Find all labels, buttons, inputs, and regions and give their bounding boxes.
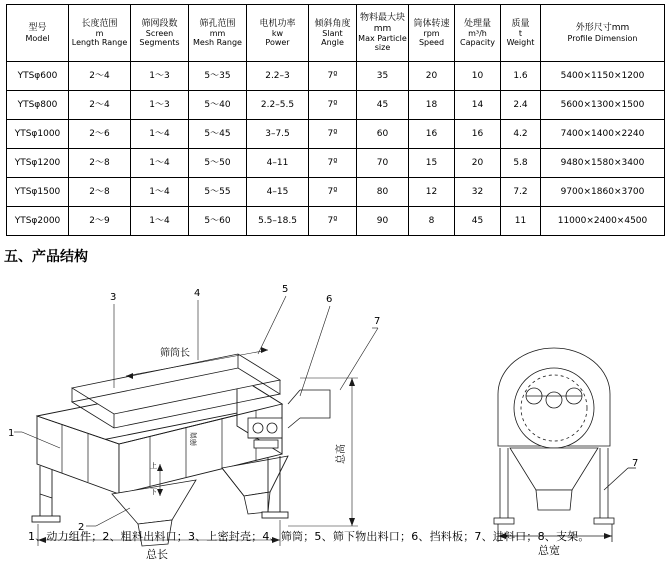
cell-power: 4–15 [247,178,309,207]
label-total-height: 总高 [336,444,347,464]
cell-speed: 16 [409,120,455,149]
cell-max-particle-size: 35 [357,62,409,91]
label-total-width: 总宽 [538,544,560,557]
cell-model: YTSφ800 [7,91,69,120]
cell-screen-segments: 1～4 [131,120,189,149]
cell-profile-dimension: 7400×1400×2240 [541,120,665,149]
cell-mesh-range: 5～35 [189,62,247,91]
cell-profile-dimension: 9480×1580×3400 [541,149,665,178]
cell-weight: 7.2 [501,178,541,207]
cell-max-particle-size: 45 [357,91,409,120]
cell-weight: 4.2 [501,120,541,149]
table-row [7,62,665,91]
callout-5: 5 [282,284,289,295]
diagram-svg [0,268,670,568]
col-header-weight: 质量 t Weight [501,5,541,62]
cell-max-particle-size: 80 [357,178,409,207]
cell-power: 5.5–18.5 [247,207,309,236]
cell-length-range: 2～8 [69,149,131,178]
cell-length-range: 2～9 [69,207,131,236]
cell-slant-angle: 7º [309,91,357,120]
front-elevation [494,348,639,542]
cell-max-particle-size: 70 [357,149,409,178]
cell-capacity: 10 [455,62,501,91]
cell-screen-segments: 1～4 [131,178,189,207]
callout-6: 6 [326,294,333,305]
cell-screen-segments: 1～4 [131,207,189,236]
col-header-profile-dimension: 外形尺寸mm Profile Dimension [541,5,665,62]
cell-screen-segments: 1～4 [131,149,189,178]
figure-caption: 1、动力组件；2、粗料出料口；3、上密封壳；4、筛筒；5、筛下物出料口；6、挡料板；7、进料口；8、支架。 [28,530,590,543]
label-small-lower: 下 [150,488,157,496]
cell-model: YTSφ1500 [7,178,69,207]
cell-model: YTSφ1200 [7,149,69,178]
cell-length-range: 2～8 [69,178,131,207]
col-header-power: 电机功率 kw Power [247,5,309,62]
label-total-length: 总长 [146,548,168,561]
callout-4: 4 [194,288,201,299]
cell-mesh-range: 5～55 [189,178,247,207]
callout-1: 1 [8,428,15,439]
cell-profile-dimension: 5600×1300×1500 [541,91,665,120]
cell-mesh-range: 5～60 [189,207,247,236]
callout-7-right: 7 [632,458,639,469]
cell-slant-angle: 7º [309,178,357,207]
cell-mesh-range: 5～45 [189,120,247,149]
callout-2: 2 [78,522,85,533]
table-row [7,120,665,149]
label-screen-length: 筛筒长 [160,348,190,359]
cell-profile-dimension: 11000×2400×4500 [541,207,665,236]
table-row [7,149,665,178]
col-header-max-particle-size: 物料最大块mm Max Particle size [357,5,409,62]
col-header-length-range: 长度范围 m Length Range [69,5,131,62]
col-header-model: 型号 Model [7,5,69,62]
col-header-screen-segments: 筛网段数 Screen Segments [131,5,189,62]
cell-capacity: 32 [455,178,501,207]
cell-power: 2.2–5.5 [247,91,309,120]
callout-7: 7 [374,316,381,327]
col-header-speed: 筒体转速 rpm Speed [409,5,455,62]
specification-table [6,4,665,236]
cell-slant-angle: 7º [309,207,357,236]
cell-speed: 12 [409,178,455,207]
cell-slant-angle: 7º [309,62,357,91]
col-header-slant-angle: 倾斜角度 Slant Angle [309,5,357,62]
cell-slant-angle: 7º [309,149,357,178]
cell-profile-dimension: 5400×1150×1200 [541,62,665,91]
col-header-capacity: 处理量 m³/h Capacity [455,5,501,62]
section-heading: 五、产品结构 [4,249,88,265]
cell-speed: 20 [409,62,455,91]
cell-screen-segments: 1～3 [131,62,189,91]
table-row [7,178,665,207]
label-drum-inner: 筛筒 [190,432,198,446]
cell-mesh-range: 5～40 [189,91,247,120]
cell-length-range: 2～4 [69,62,131,91]
table-header-row [7,5,665,62]
cell-power: 3–7.5 [247,120,309,149]
col-header-mesh-range: 筛孔范围 mm Mesh Range [189,5,247,62]
cell-profile-dimension: 9700×1860×3700 [541,178,665,207]
cell-max-particle-size: 60 [357,120,409,149]
cell-capacity: 14 [455,91,501,120]
cell-max-particle-size: 90 [357,207,409,236]
cell-mesh-range: 5～50 [189,149,247,178]
cell-model: YTSφ1000 [7,120,69,149]
cell-slant-angle: 7º [309,120,357,149]
cell-power: 4–11 [247,149,309,178]
cell-weight: 2.4 [501,91,541,120]
cell-speed: 18 [409,91,455,120]
product-structure-diagram [0,268,670,568]
cell-weight: 5.8 [501,149,541,178]
feed-inlet [288,390,330,428]
cell-length-range: 2～6 [69,120,131,149]
cell-weight: 11 [501,207,541,236]
cell-screen-segments: 1～3 [131,91,189,120]
cell-model: YTSφ600 [7,62,69,91]
cell-weight: 1.6 [501,62,541,91]
cell-capacity: 20 [455,149,501,178]
table-row [7,91,665,120]
cell-speed: 15 [409,149,455,178]
table-row [7,207,665,236]
cell-length-range: 2～4 [69,91,131,120]
cell-model: YTSφ2000 [7,207,69,236]
label-small-upper: 上 [150,462,157,470]
cell-speed: 8 [409,207,455,236]
cell-power: 2.2–3 [247,62,309,91]
page-root [0,4,670,561]
callout-3: 3 [110,292,117,303]
cell-capacity: 16 [455,120,501,149]
cell-capacity: 45 [455,207,501,236]
